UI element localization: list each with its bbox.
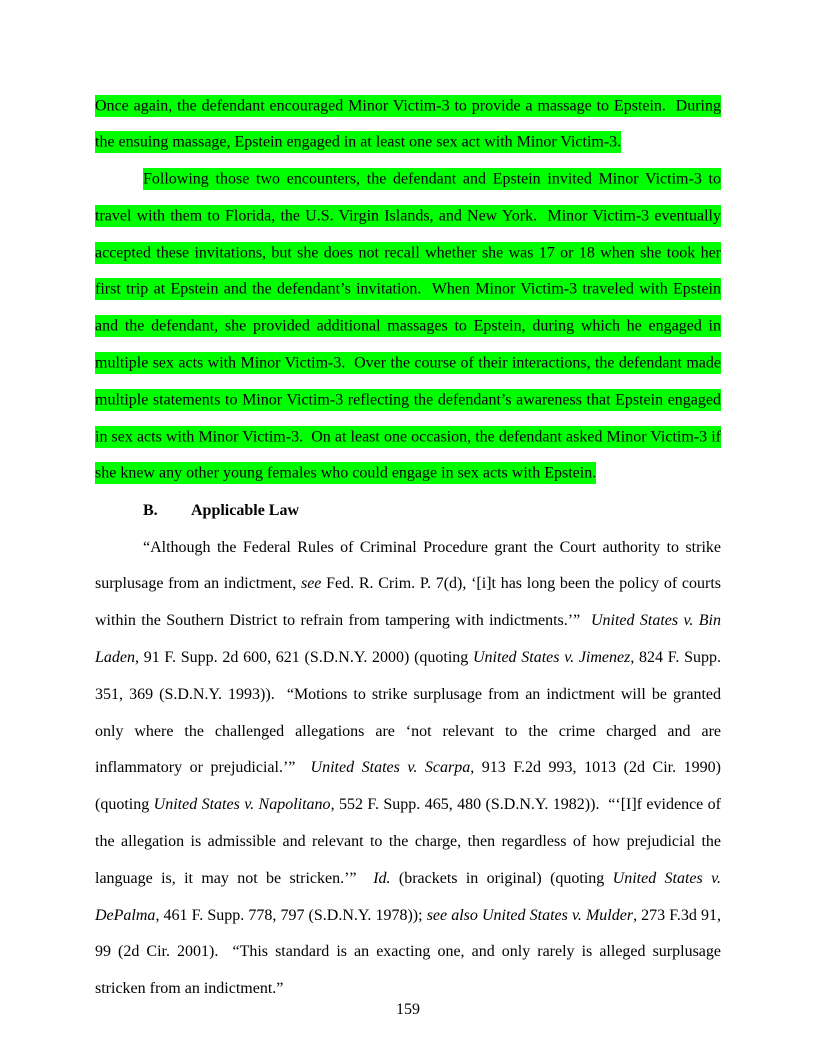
italic-citation: United States v. Napolitano <box>153 796 331 814</box>
text-run: Fed. R. Crim. P. 7(d), ‘[i]t has long been the policy of courts within the Southern District to refrain from tampering with indictments.’” <box>95 575 721 630</box>
italic-citation: United States v. Jimenez <box>473 648 631 666</box>
document-body <box>95 88 721 1008</box>
italic-citation: see also United States v. Mulder <box>426 906 634 924</box>
text-run: , 91 F. Supp. 2d 600, 621 (S.D.N.Y. 2000) (quoting <box>135 648 473 666</box>
highlighted-paragraph <box>95 162 721 493</box>
text-run: , 461 F. Supp. 778, 797 (S.D.N.Y. 1978)); <box>155 906 427 924</box>
italic-citation: see <box>300 575 322 593</box>
italic-citation: United States v. Scarpa <box>310 759 471 777</box>
page-number: 159 <box>396 1001 420 1018</box>
text-run: , 273 F.3d 91, 99 (2d Cir. 2001). “This standard is an exacting one, and only rarely is alleged surplusage stricken from an indictment.” <box>95 906 721 998</box>
text-run: Once again, the defendant encouraged Minor Victim-3 to provide a massage to Epstein. During the ensuing massage, Epstein engaged in at least one sex act with Minor Victim-3. <box>95 95 721 154</box>
text-run: “Although the Federal Rules of Criminal Procedure grant the Court authority to strike surplusage from an indictment, <box>95 538 721 593</box>
italic-citation: Id. <box>373 869 391 887</box>
text-run: Following those two encounters, the defendant and Epstein invited Minor Victim-3 to travel with them to Florida, the U.S. Virgin Islands, and New York. Minor Victim-3 eventually accepted these invitations, but she does not recall whether she was 17 or 18 when she took her first trip at Epstein and the defendant’s invitation. When Minor Victim-3 traveled with Epstein and the defendant, she provided additional massages to Epstein, during which he engaged in multiple sex acts with Minor Victim-3. Over the course of their interactions, the defendant made multiple statements to Minor Victim-3 reflecting the defendant’s awareness that Epstein engaged in sex acts with Minor Victim-3. On at least one occasion, the defendant asked Minor Victim-3 if she knew any other young females who could engage in sex acts with Epstein. <box>95 168 721 484</box>
text-run: , 824 F. Supp. 351, 369 (S.D.N.Y. 1993)). “Motions to strike surplusage from an indictment will be granted only where the challenged allegations are ‘not relevant to the crime charged and are inflammatory or prejudicial.’” <box>95 648 721 777</box>
section-heading-number: B. <box>143 501 158 519</box>
italic-citation: United States v. DePalma <box>95 869 722 924</box>
italic-citation: United States v. Bin Laden <box>95 612 722 666</box>
highlighted-paragraph <box>95 88 721 162</box>
body-paragraph <box>95 530 721 1008</box>
section-heading <box>95 493 721 530</box>
text-run: , 913 F.2d 993, 1013 (2d Cir. 1990) (quoting <box>95 759 721 814</box>
section-heading-title: Applicable Law <box>191 501 300 519</box>
text-run: , 552 F. Supp. 465, 480 (S.D.N.Y. 1982)). “‘[I]f evidence of the allegation is admissible and relevant to the charge, then regardless of how prejudicial the language is, it may not be stricken.’” <box>95 796 722 887</box>
text-run: (brackets in original) (quoting <box>390 869 613 887</box>
